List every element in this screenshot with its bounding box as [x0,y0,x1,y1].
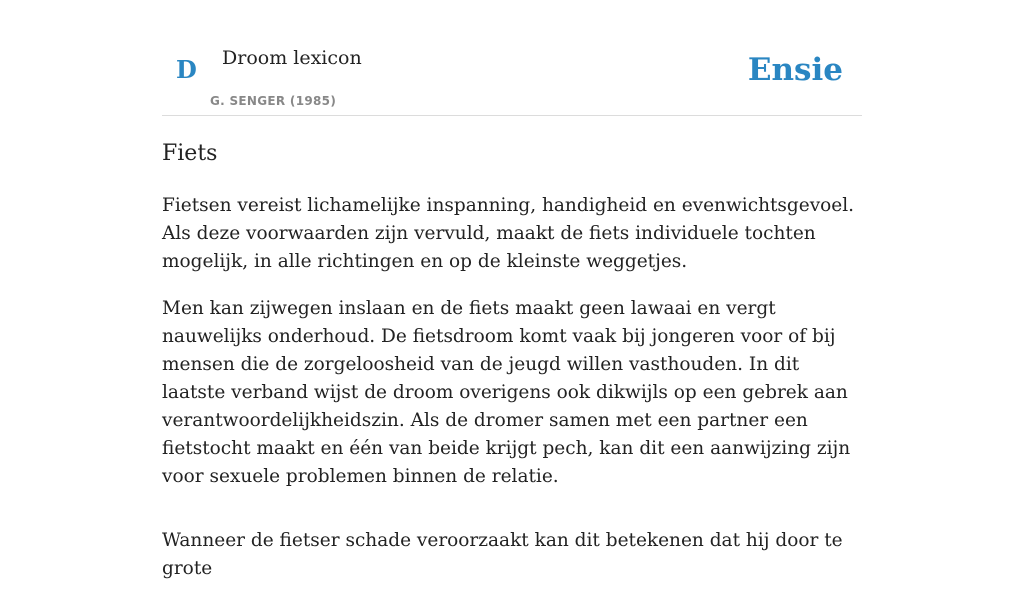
source-header [162,0,862,116]
paragraph-2: Men kan zijwegen inslaan en de fiets maakt geen lawaai en vergt nauwelijks onderhoud. De fietsdroom komt vaak bij jongeren voor of bij mensen die de zorgeloosheid van de jeugd willen vasthouden. In dit laatste verband wijst de droom overigens ook dikwijls op een gebrek aan verantwoordelijkheidszin. Als de dromer samen met een partner een fietstocht maakt en één van beide krijgt pech, kan dit een aanwijzing zijn voor sexuele problemen binnen de relatie. [162,298,851,487]
entry-body [162,192,866,602]
book-author: G. SENGER (1985) [210,94,337,108]
ensie-logo[interactable]: Ensie [747,52,843,88]
letter-badge[interactable]: D [176,55,197,84]
entry-title: Fiets [162,141,218,166]
paragraph-1: Fietsen vereist lichamelijke inspanning, handigheid en evenwichtsgevoel. Als deze voorwaarden zijn vervuld, maakt de fiets individuele tochten mogelijk, in alle richtingen en op de kleinste weggetjes. [162,195,855,272]
paragraph-3: Wanneer de fietser schade veroorzaakt kan dit betekenen dat hij door te grote [162,530,843,579]
book-title-link[interactable]: Droom lexicon [222,47,362,69]
